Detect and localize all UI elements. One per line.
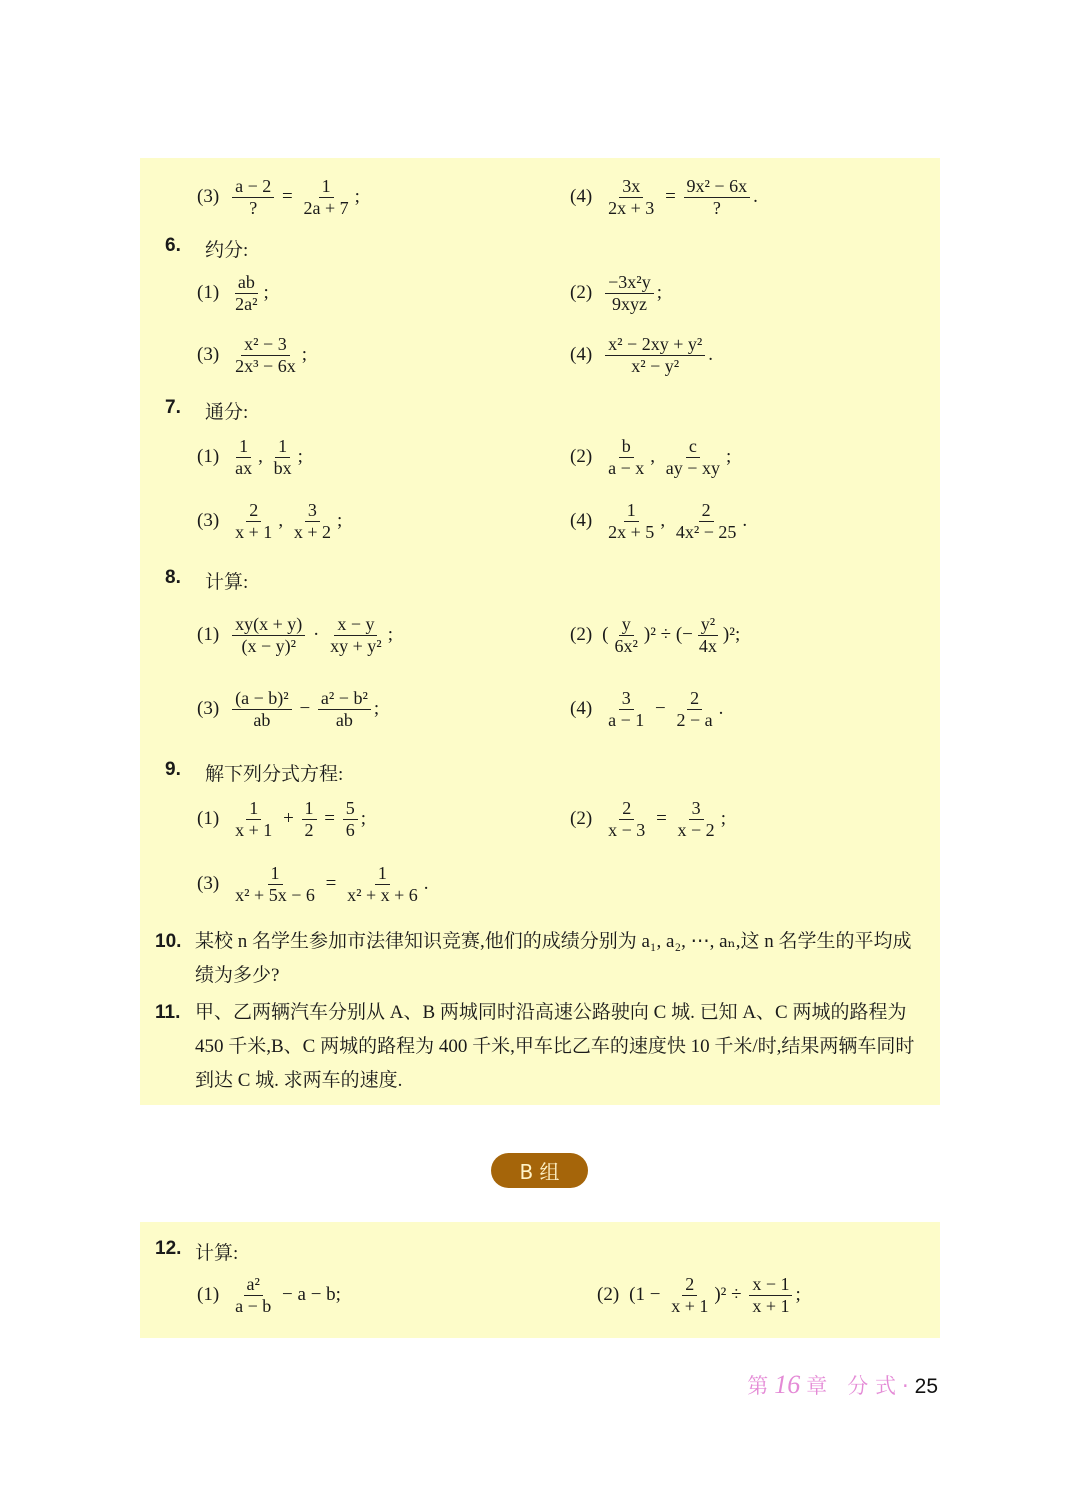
math-expression bbox=[602, 614, 740, 656]
math-text: = bbox=[651, 808, 672, 830]
math-text: ; bbox=[263, 282, 269, 304]
fraction bbox=[232, 436, 255, 478]
numerator: ab bbox=[235, 272, 258, 294]
item-label: (2) bbox=[570, 624, 593, 646]
math-text: ÷ bbox=[655, 624, 676, 646]
item-label: (3) bbox=[197, 186, 220, 208]
numerator: (a − b)² bbox=[232, 688, 292, 710]
numerator: 1 bbox=[375, 863, 390, 885]
numerator: 2 bbox=[246, 500, 261, 522]
numerator: −3x²y bbox=[605, 272, 654, 294]
problem-12-1 bbox=[197, 1274, 341, 1316]
item-label: (2) bbox=[570, 446, 593, 468]
denominator: x + 1 bbox=[235, 521, 273, 542]
math-text: , bbox=[650, 446, 660, 468]
fraction bbox=[232, 863, 318, 905]
problem-title: 通分: bbox=[205, 402, 249, 423]
fraction bbox=[611, 614, 640, 656]
math-text: = bbox=[660, 186, 681, 208]
math-text: ; bbox=[354, 186, 360, 208]
math-text: + bbox=[278, 808, 299, 830]
math-text: . bbox=[718, 698, 724, 720]
math-text: , bbox=[258, 446, 268, 468]
denominator: 6x² bbox=[614, 635, 638, 656]
item-label: (1) bbox=[197, 282, 220, 304]
math-expression bbox=[229, 436, 303, 478]
problem-9-3 bbox=[197, 863, 429, 905]
fraction bbox=[696, 614, 720, 656]
item-label: (1) bbox=[197, 624, 220, 646]
denominator: x − 2 bbox=[677, 819, 715, 840]
item-label: (3) bbox=[197, 873, 220, 895]
footer-zhang: 章 bbox=[806, 1374, 828, 1398]
math-text: , bbox=[278, 510, 288, 532]
fraction bbox=[605, 436, 647, 478]
problem-6-heading bbox=[165, 235, 248, 262]
numerator: 1 bbox=[275, 436, 290, 458]
item-label: (3) bbox=[197, 344, 220, 366]
denominator: ab bbox=[253, 709, 271, 730]
math-expression bbox=[229, 500, 342, 542]
denominator: x + 1 bbox=[671, 1295, 709, 1316]
math-text: − bbox=[650, 698, 671, 720]
math-expression bbox=[229, 798, 366, 840]
denominator: ay − xy bbox=[665, 457, 720, 478]
problem-text: 某校 n 名学生参加市法律知识竞赛,他们的成绩分别为 a₁, a₂, ⋯, aₙ,这 n 名学生的平均成绩为多少? bbox=[195, 931, 912, 986]
numerator: a − 2 bbox=[232, 176, 274, 198]
denominator: x − 3 bbox=[608, 819, 646, 840]
problem-number: 9. bbox=[165, 759, 181, 780]
numerator: a² − b² bbox=[318, 688, 371, 710]
math-text: ; bbox=[373, 698, 380, 720]
numerator: 3x bbox=[619, 176, 643, 198]
problem-7-3 bbox=[197, 500, 342, 542]
denominator: 2 bbox=[304, 819, 314, 840]
denominator: ? bbox=[249, 197, 258, 218]
math-text: ; bbox=[720, 808, 726, 830]
numerator: 1 bbox=[246, 798, 261, 820]
item-label: (1) bbox=[197, 1284, 220, 1306]
item-label: (2) bbox=[570, 282, 593, 304]
math-text: ; bbox=[734, 624, 741, 646]
problem-title: 约分: bbox=[205, 240, 249, 261]
denominator: 2a + 7 bbox=[303, 197, 349, 218]
problem-number: 12. bbox=[155, 1238, 182, 1259]
fraction bbox=[232, 688, 292, 730]
numerator: x − 1 bbox=[749, 1274, 792, 1296]
fraction bbox=[673, 500, 740, 542]
problem-8-heading bbox=[165, 567, 248, 594]
math-text: = bbox=[320, 873, 342, 895]
numerator: y bbox=[619, 614, 634, 636]
math-text: ; bbox=[725, 446, 732, 468]
math-text: · bbox=[308, 624, 325, 646]
math-expression bbox=[229, 176, 360, 218]
fraction bbox=[675, 798, 718, 840]
fraction bbox=[605, 688, 647, 730]
fraction bbox=[232, 500, 275, 542]
fraction bbox=[327, 614, 385, 656]
problem-7-2 bbox=[570, 436, 731, 478]
problem-number: 8. bbox=[165, 567, 181, 588]
math-expression bbox=[602, 500, 747, 542]
math-text: , bbox=[660, 510, 670, 532]
math-text: )² bbox=[722, 624, 735, 646]
denominator: ab bbox=[335, 709, 353, 730]
problem-8-4 bbox=[570, 688, 723, 730]
math-text: . bbox=[708, 344, 714, 366]
math-expression bbox=[229, 688, 379, 730]
problem-number: 10. bbox=[155, 931, 182, 952]
denominator: 2 − a bbox=[676, 709, 713, 730]
numerator: 1 bbox=[268, 863, 283, 885]
problem-5-3 bbox=[197, 176, 360, 218]
problem-7-1 bbox=[197, 436, 303, 478]
math-text: ; bbox=[301, 344, 307, 366]
denominator: xy + y² bbox=[330, 635, 382, 656]
group-b-badge: B 组 bbox=[491, 1153, 588, 1188]
math-text: ÷ bbox=[726, 1284, 747, 1306]
numerator: x² − 2xy + y² bbox=[605, 334, 705, 356]
fraction bbox=[232, 614, 305, 656]
math-expression bbox=[602, 688, 723, 730]
item-label: (3) bbox=[197, 698, 220, 720]
fraction bbox=[302, 798, 317, 840]
math-expression bbox=[602, 272, 662, 314]
math-text: (1 − bbox=[629, 1284, 666, 1306]
problem-text: 甲、乙两辆汽车分别从 A、B 两城同时沿高速公路驶向 C 城. 已知 A、C 两城的路程为 450 千米,B、C 两城的路程为 400 千米,甲车比乙车的速度快 10 千米/时,结果两辆车同时到达 C 城. 求两车的速度. bbox=[195, 1002, 915, 1091]
numerator: 3 bbox=[619, 688, 634, 710]
numerator: 2 bbox=[619, 798, 634, 820]
fraction bbox=[271, 436, 295, 478]
problem-12-heading bbox=[155, 1238, 238, 1265]
math-text: ; bbox=[656, 282, 662, 304]
fraction bbox=[343, 798, 358, 840]
math-expression bbox=[602, 334, 713, 376]
problem-title: 计算: bbox=[195, 1243, 239, 1264]
item-label: (1) bbox=[197, 808, 220, 830]
denominator: bx bbox=[273, 457, 292, 478]
page-number: 25 bbox=[914, 1375, 938, 1398]
math-text: = bbox=[319, 808, 340, 830]
item-label: (4) bbox=[570, 344, 593, 366]
problem-6-3 bbox=[197, 334, 307, 376]
problem-9-2 bbox=[570, 798, 726, 840]
denominator: a − b bbox=[235, 1295, 272, 1316]
numerator: 3 bbox=[305, 500, 320, 522]
math-text: − a − b; bbox=[277, 1284, 341, 1306]
numerator: 1 bbox=[302, 798, 317, 820]
fraction bbox=[684, 176, 751, 218]
problem-8-1 bbox=[197, 614, 393, 656]
math-expression bbox=[229, 334, 307, 376]
fraction bbox=[232, 798, 275, 840]
fraction bbox=[232, 272, 260, 314]
fraction bbox=[344, 863, 421, 905]
fraction bbox=[318, 688, 371, 730]
item-label: (2) bbox=[570, 808, 593, 830]
problem-number: 6. bbox=[165, 235, 181, 256]
math-text: ; bbox=[336, 510, 343, 532]
fraction bbox=[291, 500, 334, 542]
problem-12-2 bbox=[597, 1274, 801, 1316]
denominator: 2x + 3 bbox=[608, 197, 655, 218]
fraction bbox=[605, 500, 657, 542]
math-expression bbox=[229, 272, 269, 314]
math-text: ; bbox=[387, 624, 393, 646]
denominator: 2a² bbox=[235, 293, 258, 314]
footer-di: 第 bbox=[747, 1374, 769, 1398]
fraction bbox=[232, 176, 274, 218]
chapter-title: 分 式 bbox=[847, 1374, 896, 1398]
math-expression bbox=[229, 1274, 341, 1316]
math-text: . bbox=[753, 186, 758, 208]
denominator: a − 1 bbox=[608, 709, 645, 730]
problem-6-1 bbox=[197, 272, 269, 314]
fraction bbox=[232, 334, 299, 376]
math-expression bbox=[602, 436, 731, 478]
denominator: x + 2 bbox=[293, 521, 331, 542]
denominator: ? bbox=[712, 197, 721, 218]
item-label: (4) bbox=[570, 186, 593, 208]
math-expression bbox=[229, 614, 393, 656]
math-text: . bbox=[742, 510, 748, 532]
math-text: − bbox=[294, 698, 315, 720]
math-text: )² bbox=[643, 624, 656, 646]
problem-6-4 bbox=[570, 334, 713, 376]
problem-title: 计算: bbox=[205, 572, 249, 593]
problem-8-3 bbox=[197, 688, 379, 730]
numerator: xy(x + y) bbox=[232, 614, 305, 636]
numerator: y² bbox=[698, 614, 718, 636]
denominator: (x − y)² bbox=[241, 635, 296, 656]
problem-8-2 bbox=[570, 614, 740, 656]
fraction bbox=[749, 1274, 792, 1316]
fraction bbox=[605, 334, 705, 376]
numerator: 1 bbox=[624, 500, 639, 522]
denominator: 9xyz bbox=[611, 293, 647, 314]
denominator: x + 1 bbox=[752, 1295, 790, 1316]
numerator: x² − 3 bbox=[241, 334, 290, 356]
math-text: = bbox=[277, 186, 298, 208]
math-text: ( bbox=[602, 624, 609, 646]
denominator: x² + x + 6 bbox=[347, 884, 418, 905]
math-text: . bbox=[423, 873, 429, 895]
numerator: x − y bbox=[334, 614, 377, 636]
problem-number: 7. bbox=[165, 397, 181, 418]
fraction bbox=[668, 1274, 711, 1316]
denominator: x + 1 bbox=[235, 819, 273, 840]
fraction bbox=[663, 436, 723, 478]
numerator: 2 bbox=[682, 1274, 697, 1296]
problem-11 bbox=[155, 996, 925, 1098]
numerator: 1 bbox=[319, 176, 334, 198]
numerator: 9x² − 6x bbox=[684, 176, 751, 198]
item-label: (2) bbox=[597, 1284, 620, 1306]
numerator: b bbox=[619, 436, 634, 458]
math-text: (− bbox=[675, 624, 693, 646]
numerator: 2 bbox=[687, 688, 702, 710]
math-expression bbox=[229, 863, 428, 905]
fraction bbox=[301, 176, 352, 218]
problem-10 bbox=[155, 925, 925, 993]
fraction bbox=[605, 798, 648, 840]
footer-dot: · bbox=[901, 1374, 909, 1398]
math-expression bbox=[602, 798, 726, 840]
math-text: ; bbox=[795, 1284, 801, 1306]
item-label: (4) bbox=[570, 698, 593, 720]
math-text: )² bbox=[714, 1284, 727, 1306]
denominator: 4x bbox=[698, 635, 717, 656]
fraction bbox=[232, 1274, 274, 1316]
problem-7-4 bbox=[570, 500, 747, 542]
denominator: x² − y² bbox=[631, 355, 680, 376]
denominator: 6 bbox=[345, 819, 355, 840]
math-text: ; bbox=[297, 446, 303, 468]
problem-number: 11. bbox=[155, 1002, 181, 1023]
item-label: (4) bbox=[570, 510, 593, 532]
denominator: 2x³ − 6x bbox=[235, 355, 296, 376]
page-footer bbox=[747, 1370, 938, 1400]
problem-7-heading bbox=[165, 397, 248, 424]
math-expression bbox=[629, 1274, 801, 1316]
numerator: 1 bbox=[236, 436, 251, 458]
problem-9-1 bbox=[197, 798, 366, 840]
fraction bbox=[605, 272, 654, 314]
item-label: (3) bbox=[197, 510, 220, 532]
math-text: ; bbox=[360, 808, 367, 830]
denominator: 4x² − 25 bbox=[675, 521, 737, 542]
denominator: 2x + 5 bbox=[608, 521, 655, 542]
numerator: a² bbox=[244, 1274, 263, 1296]
numerator: 3 bbox=[689, 798, 704, 820]
chapter-number: 16 bbox=[774, 1370, 801, 1399]
math-expression bbox=[602, 176, 758, 218]
numerator: c bbox=[686, 436, 700, 458]
problem-9-heading bbox=[165, 759, 343, 786]
fraction bbox=[674, 688, 716, 730]
item-label: (1) bbox=[197, 446, 220, 468]
denominator: a − x bbox=[608, 457, 645, 478]
numerator: 2 bbox=[699, 500, 714, 522]
problem-5-4 bbox=[570, 176, 758, 218]
denominator: x² + 5x − 6 bbox=[235, 884, 315, 905]
fraction bbox=[605, 176, 657, 218]
denominator: ax bbox=[235, 457, 253, 478]
problem-6-2 bbox=[570, 272, 662, 314]
problem-title: 解下列分式方程: bbox=[205, 764, 344, 785]
numerator: 5 bbox=[343, 798, 358, 820]
